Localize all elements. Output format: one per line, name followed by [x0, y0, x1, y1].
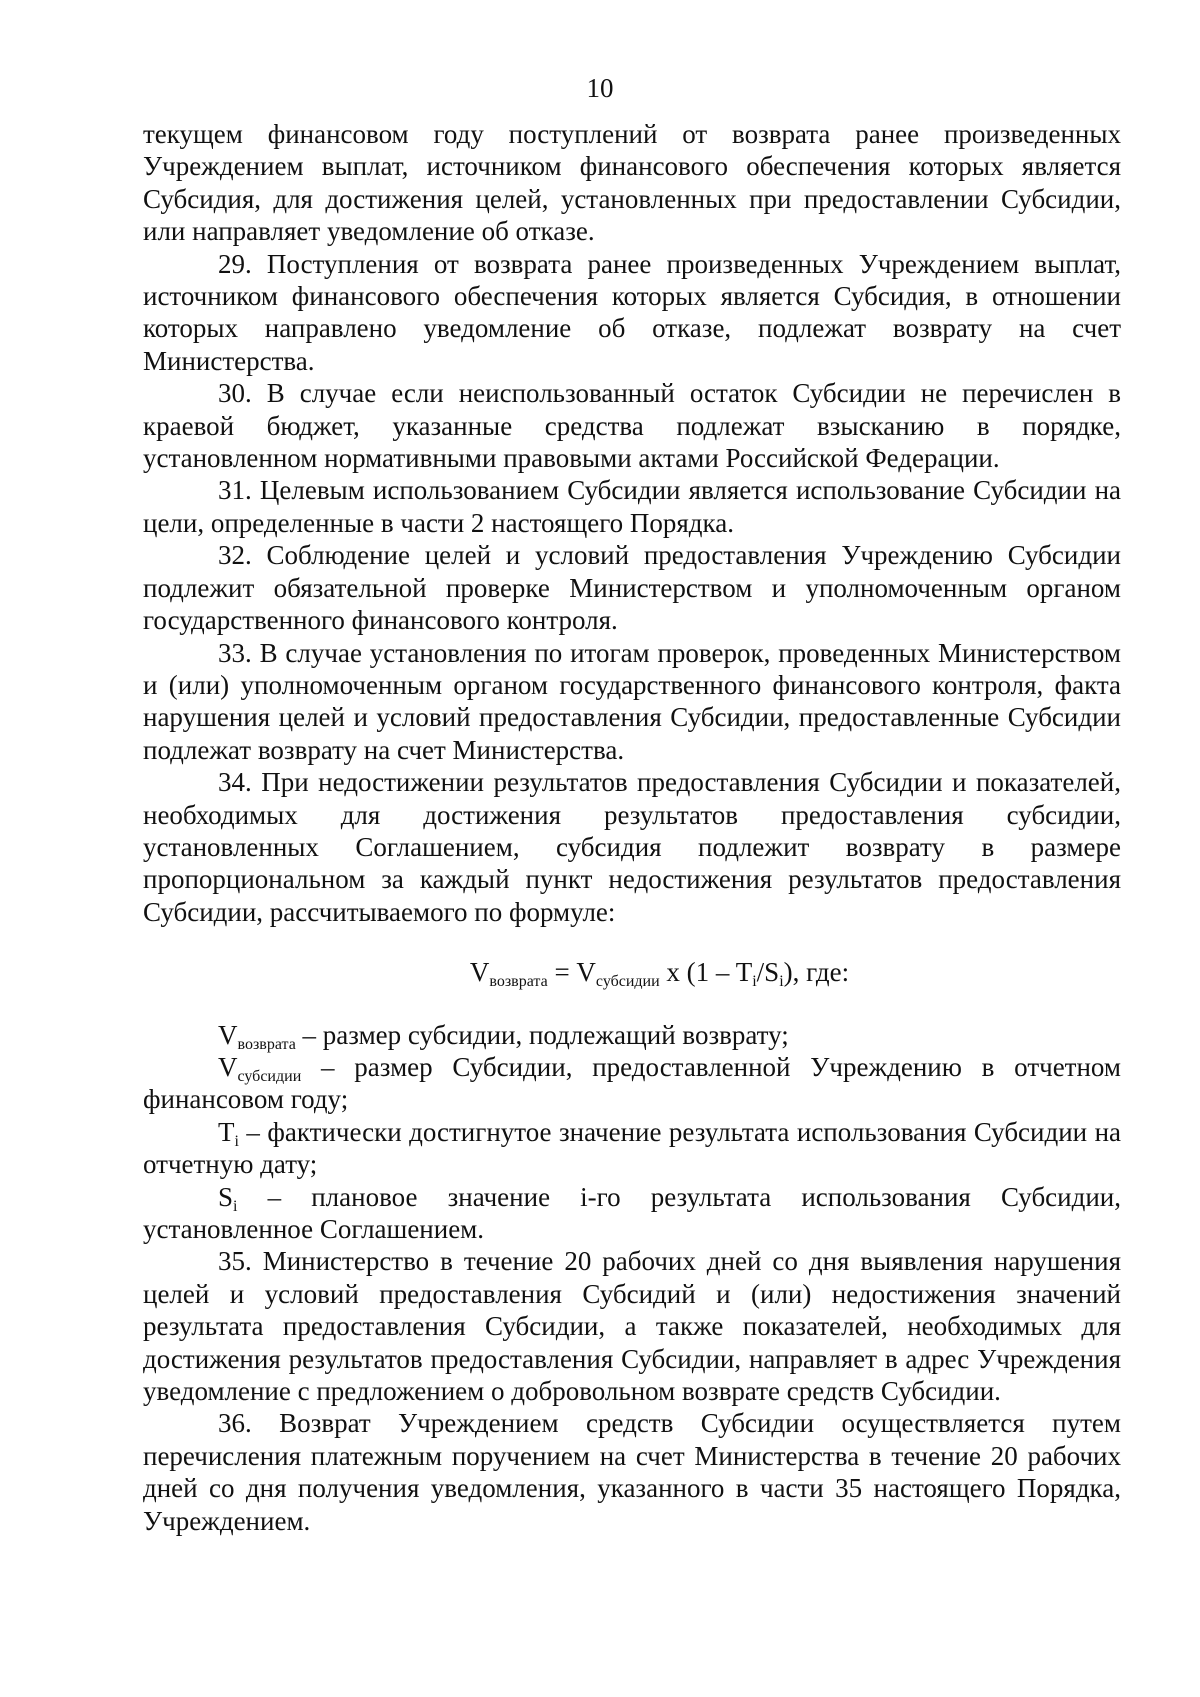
formula-equals: =: [547, 957, 577, 988]
definition-symbol: T: [218, 1116, 235, 1147]
formula-subsidy-subscript: субсидии: [595, 973, 660, 991]
definition-subscript: i: [233, 1197, 238, 1215]
paragraph-continuation: текущем финансовом году поступлений от возврата ранее произведенных Учреждением выплат, источником финансового обеспечения которых является Субсидия, для достижения целей, установленных при предоставлении Субсидии, или направляет уведомление об отказе.: [143, 119, 1121, 247]
formula-v-symbol: V: [576, 957, 596, 988]
formula-t-symbol: T: [735, 957, 753, 988]
paragraph-29: 29. Поступления от возврата ранее произведенных Учреждением выплат, источником финансового обеспечения которых является Субсидия, в отношении которых направлено уведомление об отказе, подлежат возврату на счет Министерства.: [143, 248, 1121, 376]
definition-text: – размер Субсидии, предоставленной Учреждению в отчетном финансовом году;: [143, 1051, 1122, 1115]
definition-subscript: субсидии: [237, 1067, 302, 1085]
paragraph-35: 35. Министерство в течение 20 рабочих дней со дня выявления нарушения целей и условий предоставления Субсидий и (или) недостижения значений результата предоставления Субсидии, а также показателей, необходимых для достижения результатов предоставления Субсидии, направляет в адрес Учреждения уведомление с предложением о добровольном возврате средств Субсидии.: [143, 1246, 1121, 1407]
definition-text: – фактически достигнутое значение результата использования Субсидии на отчетную дату;: [143, 1116, 1122, 1180]
formula-i-subscript: i: [752, 973, 757, 991]
document-body: [143, 118, 1121, 1537]
definition-t-i: [143, 1116, 1121, 1181]
formula-slash: /: [756, 957, 765, 988]
paragraph-32: 32. Соблюдение целей и условий предоставления Учреждению Субсидии подлежит обязательной проверке Министерством и уполномоченным органом государственного финансового контроля.: [143, 540, 1121, 636]
paragraph-30: 30. В случае если неиспользованный остаток Субсидии не перечислен в краевой бюджет, указанные средства подлежат взысканию в порядке, установленном нормативными правовыми актами Российской Федерации.: [143, 378, 1121, 474]
definition-text: – плановое значение i-го результата использования Субсидии, установленное Соглашением.: [143, 1181, 1121, 1244]
definition-symbol: V: [218, 1019, 238, 1050]
page-number: 10: [586, 73, 614, 103]
definition-v-subsidy: [143, 1051, 1121, 1116]
definition-v-return: [143, 1019, 1121, 1051]
definition-symbol: V: [218, 1051, 238, 1082]
paragraph-34: 34. При недостижении результатов предоставления Субсидии и показателей, необходимых для достижения результатов предоставления субсидии, установленных Соглашением, субсидия подлежит возврату в размере пропорциональном за каждый пункт недостижения результатов предоставления Субсидии, рассчитываемого по формуле:: [143, 767, 1121, 927]
formula-open: (1 –: [686, 957, 736, 988]
definition-s-i: [143, 1181, 1121, 1246]
formula-times: x: [659, 957, 687, 988]
paragraph-36: 36. Возврат Учреждением средств Субсидии осуществляется путем перечисления платежным поручением на счет Министерства в течение 20 рабочих дней со дня получения уведомления, указанного в части 35 настоящего Порядка, Учреждением.: [143, 1408, 1121, 1536]
formula-v-symbol: V: [469, 957, 490, 988]
formula-s-symbol: S: [764, 957, 780, 988]
definition-subscript: i: [234, 1132, 239, 1150]
definition-subscript: возврата: [237, 1035, 296, 1053]
definition-text: – размер субсидии, подлежащий возврату;: [302, 1019, 789, 1050]
formula-return-subscript: возврата: [489, 973, 548, 991]
formula-i-subscript: i: [779, 973, 784, 991]
return-formula: [143, 956, 1121, 991]
definition-symbol: S: [218, 1181, 234, 1212]
formula-close: ), где:: [783, 957, 850, 988]
paragraph-33: 33. В случае установления по итогам проверок, проведенных Министерством и (или) уполномоченным органом государственного финансового контроля, факта нарушения целей и условий предоставления Субсидии, предоставленные Субсидии подлежат возврату на счет Министерства.: [143, 637, 1121, 765]
paragraph-31: 31. Целевым использованием Субсидии является использование Субсидии на цели, определенные в части 2 настоящего Порядка.: [143, 475, 1121, 538]
